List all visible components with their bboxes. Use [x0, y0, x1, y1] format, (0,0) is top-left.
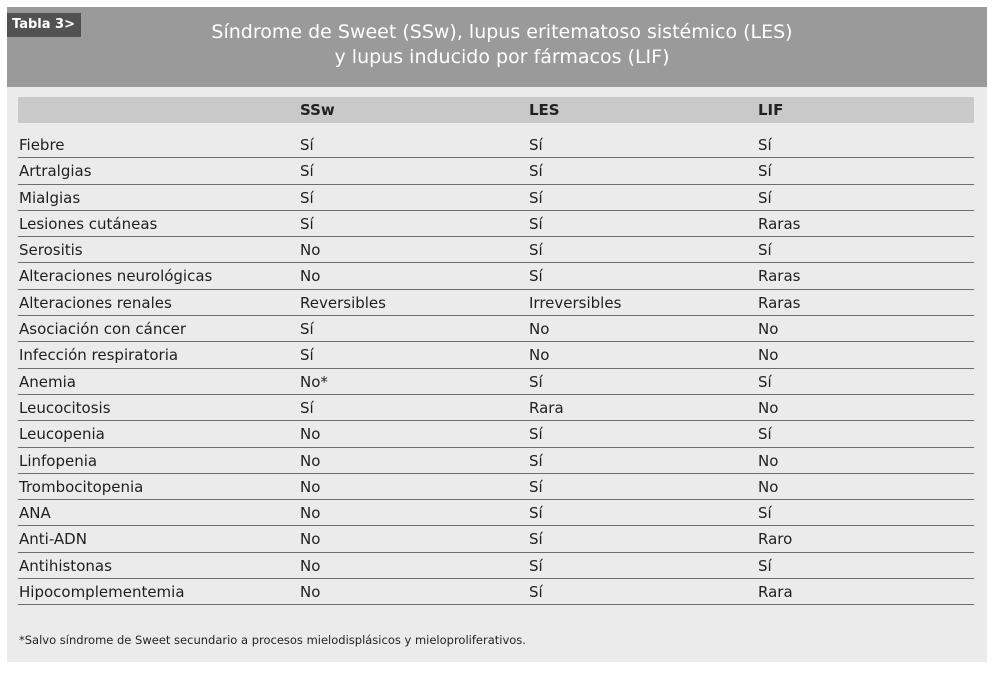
cell-feature: Anemia	[19, 372, 76, 391]
cell-lif: Rara	[758, 583, 793, 602]
cell-les: Rara	[529, 398, 564, 417]
cell-les: No	[529, 320, 550, 339]
cell-feature: Alteraciones renales	[19, 293, 172, 312]
table-row	[18, 316, 974, 342]
cell-feature: Trombocitopenia	[19, 477, 144, 496]
cell-lif: Sí	[758, 556, 772, 575]
table-number-tag: Tabla 3>	[7, 13, 81, 37]
cell-ssw: Sí	[300, 346, 314, 365]
cell-lif: Sí	[758, 188, 772, 207]
cell-ssw: No	[300, 241, 321, 260]
cell-ssw: Sí	[300, 214, 314, 233]
cell-lif: Sí	[758, 136, 772, 154]
cell-ssw: No	[300, 530, 321, 549]
cell-les: Sí	[529, 451, 543, 470]
table-row	[18, 553, 974, 579]
cell-feature: Fiebre	[19, 136, 65, 154]
cell-lif: No	[758, 346, 779, 365]
table-header-band	[7, 7, 987, 87]
cell-les: Sí	[529, 556, 543, 575]
cell-ssw: Reversibles	[300, 293, 386, 312]
cell-ssw: No	[300, 267, 321, 286]
table-row	[18, 132, 974, 158]
cell-les: Sí	[529, 136, 543, 154]
cell-feature: Lesiones cutáneas	[19, 214, 158, 233]
cell-les: Sí	[529, 530, 543, 549]
table-row	[18, 158, 974, 184]
cell-ssw: Sí	[300, 162, 314, 181]
cell-lif: Sí	[758, 162, 772, 181]
table-row	[18, 474, 974, 500]
column-header-ssw: SSw	[300, 101, 335, 119]
cell-les: Sí	[529, 267, 543, 286]
table-title	[157, 20, 847, 70]
cell-lif: Sí	[758, 425, 772, 444]
table-row	[18, 526, 974, 552]
table-row	[18, 342, 974, 368]
table-row	[18, 500, 974, 526]
cell-lif: Sí	[758, 372, 772, 391]
cell-feature: Mialgias	[19, 188, 81, 207]
cell-lif: Raras	[758, 293, 801, 312]
cell-lif: Raro	[758, 530, 793, 549]
column-header-lif: LIF	[758, 101, 784, 119]
table-row	[18, 369, 974, 395]
table-row	[18, 579, 974, 605]
cell-ssw: Sí	[300, 398, 314, 417]
table-row	[18, 211, 974, 237]
cell-lif: No	[758, 477, 779, 496]
cell-les: Sí	[529, 372, 543, 391]
table-row	[18, 421, 974, 447]
column-header-les: LES	[529, 101, 560, 119]
cell-lif: No	[758, 451, 779, 470]
cell-feature: ANA	[19, 504, 51, 523]
cell-les: No	[529, 346, 550, 365]
cell-ssw: No	[300, 451, 321, 470]
table-row	[18, 395, 974, 421]
cell-les: Sí	[529, 214, 543, 233]
cell-feature: Hipocomplementemia	[19, 583, 185, 602]
table-title-line-1: Síndrome de Sweet (SSw), lupus eritematoso sistémico (LES)	[211, 21, 793, 43]
cell-feature: Anti-ADN	[19, 530, 87, 549]
cell-ssw: Sí	[300, 136, 314, 154]
cell-ssw: Sí	[300, 188, 314, 207]
cell-les: Sí	[529, 477, 543, 496]
cell-ssw: No	[300, 477, 321, 496]
cell-feature: Leucopenia	[19, 425, 105, 444]
cell-les: Sí	[529, 241, 543, 260]
cell-ssw: No*	[300, 372, 328, 391]
cell-les: Sí	[529, 162, 543, 181]
cell-les: Sí	[529, 504, 543, 523]
cell-ssw: No	[300, 583, 321, 602]
cell-feature: Artralgias	[19, 162, 92, 181]
table-column-header-row	[18, 97, 974, 123]
table-row	[18, 448, 974, 474]
table-row	[18, 237, 974, 263]
cell-les: Irreversibles	[529, 293, 622, 312]
cell-lif: Sí	[758, 241, 772, 260]
cell-feature: Serositis	[19, 241, 83, 260]
cell-les: Sí	[529, 425, 543, 444]
cell-lif: Sí	[758, 504, 772, 523]
cell-lif: Raras	[758, 267, 801, 286]
cell-feature: Alteraciones neurológicas	[19, 267, 213, 286]
cell-lif: No	[758, 320, 779, 339]
table-row	[18, 185, 974, 211]
comparison-table	[18, 97, 974, 605]
table-row	[18, 290, 974, 316]
cell-ssw: No	[300, 556, 321, 575]
cell-feature: Asociación con cáncer	[19, 320, 187, 339]
table-body	[18, 132, 974, 605]
cell-ssw: No	[300, 504, 321, 523]
cell-lif: Raras	[758, 214, 801, 233]
cell-feature: Linfopenia	[19, 451, 98, 470]
table-title-line-2: y lupus inducido por fármacos (LIF)	[334, 46, 670, 68]
cell-lif: No	[758, 398, 779, 417]
cell-les: Sí	[529, 583, 543, 602]
cell-ssw: Sí	[300, 320, 314, 339]
cell-ssw: No	[300, 425, 321, 444]
cell-feature: Leucocitosis	[19, 398, 111, 417]
table-footnote: *Salvo síndrome de Sweet secundario a procesos mielodisplásicos y mieloproliferativos.	[19, 633, 526, 647]
cell-feature: Antihistonas	[19, 556, 112, 575]
table-row	[18, 263, 974, 289]
table-frame	[7, 7, 987, 662]
cell-feature: Infección respiratoria	[19, 346, 179, 365]
cell-les: Sí	[529, 188, 543, 207]
